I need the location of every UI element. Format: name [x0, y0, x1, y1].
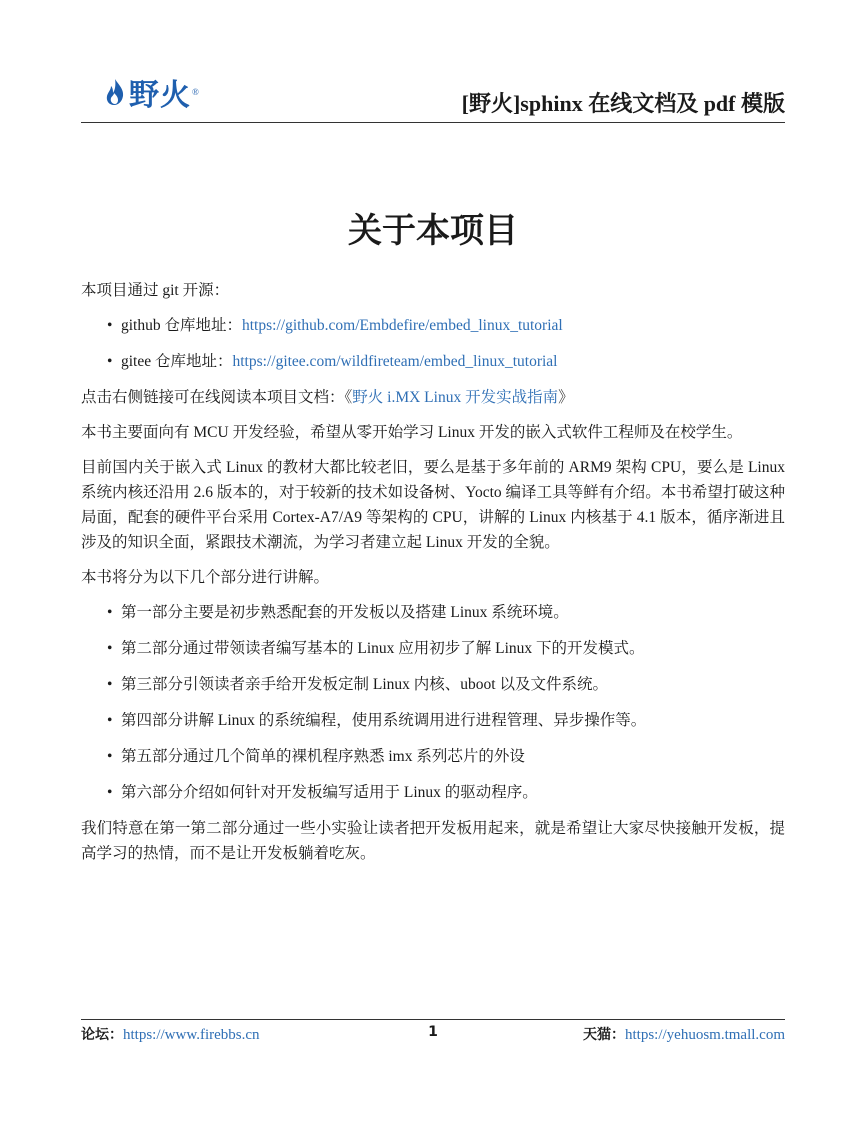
bullet-icon: •: [107, 712, 113, 729]
forum-label: 论坛：: [81, 1027, 123, 1043]
page-footer: [81, 1019, 785, 1048]
part-text: 第六部分介绍如何针对开发板编写适用于 Linux 的驱动程序。: [121, 784, 538, 801]
logo: [105, 70, 199, 114]
logo-text: 野火: [129, 78, 191, 113]
flame-logo-icon: [105, 78, 125, 106]
shop-link[interactable]: https://yehuosm.tmall.com: [625, 1027, 785, 1043]
online-doc-link[interactable]: 野火 i.MX Linux 开发实战指南: [352, 389, 559, 406]
document-body: [81, 278, 785, 876]
paragraph: 本书将分为以下几个部分进行讲解。: [81, 569, 330, 586]
bullet-icon: •: [107, 676, 113, 693]
parts-list: [81, 600, 785, 805]
paragraph: 本书主要面向有 MCU 开发经验，希望从零开始学习 Linux 开发的嵌入式软件工程师及在校学生。: [81, 424, 743, 441]
repo-list: [81, 313, 785, 374]
bullet-icon: •: [107, 748, 113, 765]
registered-mark: ®: [192, 87, 199, 97]
part-text: 第二部分通过带领读者编写基本的 Linux 应用初步了解 Linux 下的开发模式。: [121, 640, 645, 657]
list-item: [107, 636, 785, 661]
footer-shop: [583, 1024, 785, 1044]
list-item: [107, 672, 785, 697]
bullet-icon: •: [107, 353, 113, 370]
list-item: [107, 349, 785, 374]
repo-label: github 仓库地址：: [121, 317, 242, 334]
page-number: 1: [428, 1024, 438, 1040]
part-text: 第一部分主要是初步熟悉配套的开发板以及搭建 Linux 系统环境。: [121, 604, 569, 621]
online-doc-text: [81, 385, 785, 410]
list-item: [107, 744, 785, 769]
part-text: 第五部分通过几个简单的裸机程序熟悉 imx 系列芯片的外设: [121, 748, 525, 765]
page-header: [81, 62, 785, 123]
shop-label: 天猫：: [583, 1027, 625, 1043]
page-title: 关于本项目: [348, 211, 518, 251]
part-text: 第四部分讲解 Linux 的系统编程，使用系统调用进行进程管理、异步操作等。: [121, 712, 647, 729]
closing-paragraph: 我们特意在第一第二部分通过一些小实验让读者把开发板用起来，就是希望让大家尽快接触开发板，提高学习的热情，而不是让开发板躺着吃灰。: [81, 820, 785, 862]
forum-link[interactable]: https://www.firebbs.cn: [123, 1027, 260, 1043]
intro-text: 本项目通过 git 开源：: [81, 282, 230, 299]
gitee-link[interactable]: https://gitee.com/wildfireteam/embed_linux_tutorial: [232, 353, 558, 370]
header-title: [野火]sphinx 在线文档及 pdf 模版: [461, 91, 785, 116]
list-item: [107, 600, 785, 625]
github-link[interactable]: https://github.com/Embdefire/embed_linux_tutorial: [242, 317, 563, 334]
bullet-icon: •: [107, 317, 113, 334]
part-text: 第三部分引领读者亲手给开发板定制 Linux 内核、uboot 以及文件系统。: [121, 676, 608, 693]
bullet-icon: •: [107, 604, 113, 621]
bullet-icon: •: [107, 784, 113, 801]
list-item: [107, 313, 785, 338]
list-item: [107, 780, 785, 805]
bullet-icon: •: [107, 640, 113, 657]
online-doc-suffix: 》: [558, 389, 574, 406]
paragraph: 目前国内关于嵌入式 Linux 的教材大都比较老旧，要么是基于多年前的 ARM9 架构 CPU，要么是 Linux 系统内核还沿用 2.6 版本的，对于较新的技术如设备树、Yocto 编译工具等鲜有介绍。本书希望打破这种局面，配套的硬件平台采用 Cortex-A7/A9 等架构的 CPU，讲解的 Linux 内核基于 4.1 版本，循序渐进且涉及的知识全面，紧跟技术潮流，为学习者建立起 Linux 开发的全貌。: [81, 459, 785, 551]
online-doc-prefix: 点击右侧链接可在线阅读本项目文档：《: [81, 389, 353, 406]
repo-label: gitee 仓库地址：: [121, 353, 233, 370]
list-item: [107, 708, 785, 733]
